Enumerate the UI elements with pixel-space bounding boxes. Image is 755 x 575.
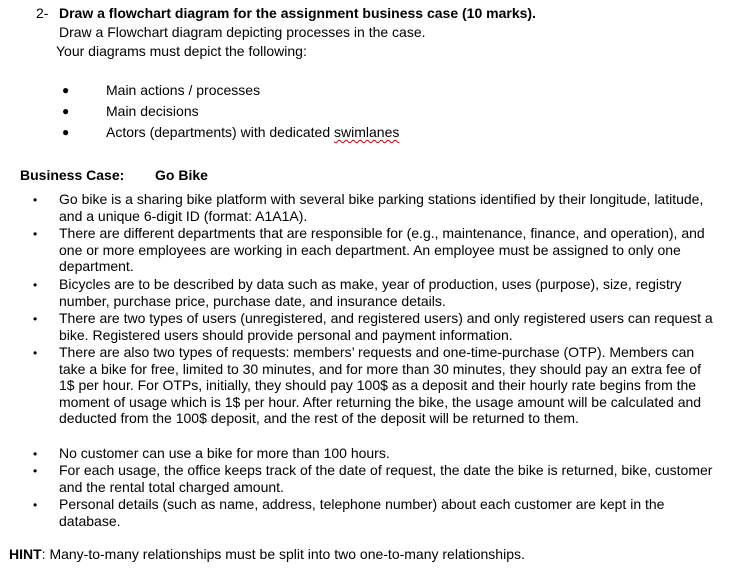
case-bullet: There are different departments that are responsible for (e.g., maintenance, finance, and operation), and one or more employees are working in each department. An employee must be assigned to only one department. — [59, 225, 705, 275]
question-number: 2- — [36, 5, 49, 21]
bullet-dot: • — [33, 193, 38, 207]
case-bullet: Bicycles are to be described by data such as make, year of production, uses (purpose), size, registry number, purchase price, purchase date, and insurance details. — [59, 276, 682, 309]
bullet-dot: ● — [62, 83, 70, 97]
requirement-item — [106, 124, 399, 140]
hint-text: : Many-to-many relationships must be split into two one-to-many relationships. — [41, 546, 525, 562]
business-case-label: Business Case: — [20, 167, 125, 183]
case-bullet: There are also two types of requests: members’ requests and one-time-purchase (OTP). Members can take a bike for free, limited to 30 minutes, and for more than 30 minutes, they should pay an extra fee of 1$ per hour. For OTPs, initially, they should pay 100$ as a deposit and their hourly rate begins from the moment of usage which is 1$ per hour. After returning the bike, the usage amount will be calculated and deducted from the 100$ deposit, and the rest of the deposit will be returned to them. — [59, 344, 702, 427]
hint-line — [9, 546, 525, 562]
question-instruction: Draw a Flowchart diagram depicting processes in the case. — [59, 24, 426, 40]
requirement-intro: Your diagrams must depict the following: — [56, 43, 307, 59]
case-bullet: For each usage, the office keeps track of the date of request, the date the bike is returned, bike, customer and the rental total charged amount. — [59, 462, 713, 495]
spellcheck-word: swimlanes — [334, 124, 400, 140]
bullet-dot: ● — [62, 125, 70, 139]
bullet-dot: • — [33, 346, 38, 360]
requirement-text: Actors (departments) with dedicated — [106, 124, 334, 140]
bullet-dot: • — [33, 464, 38, 478]
bullet-dot: • — [33, 227, 38, 241]
case-bullet: Personal details (such as name, address, telephone number) about each customer are kept in the database. — [59, 496, 665, 529]
bullet-dot: • — [33, 312, 38, 326]
case-bullet: There are two types of users (unregistered, and registered users) and only registered users can request a bike. Registered users should provide personal and payment information. — [59, 310, 713, 343]
bullet-dot: • — [33, 498, 38, 512]
bullet-dot: • — [33, 278, 38, 292]
business-case-name: Go Bike — [155, 167, 208, 183]
bullet-dot: ● — [62, 104, 70, 118]
requirement-item: Main actions / processes — [106, 82, 261, 98]
case-bullet: Go bike is a sharing bike platform with several bike parking stations identified by their longitude, latitude, and a unique 6-digit ID (format: A1A1A). — [59, 191, 704, 224]
bullet-dot: • — [33, 447, 38, 461]
case-bullet: No customer can use a bike for more than 100 hours. — [59, 445, 390, 461]
requirement-item: Main decisions — [106, 103, 199, 119]
question-title: Draw a flowchart diagram for the assignment business case (10 marks). — [59, 5, 536, 21]
hint-label: HINT — [9, 546, 42, 562]
